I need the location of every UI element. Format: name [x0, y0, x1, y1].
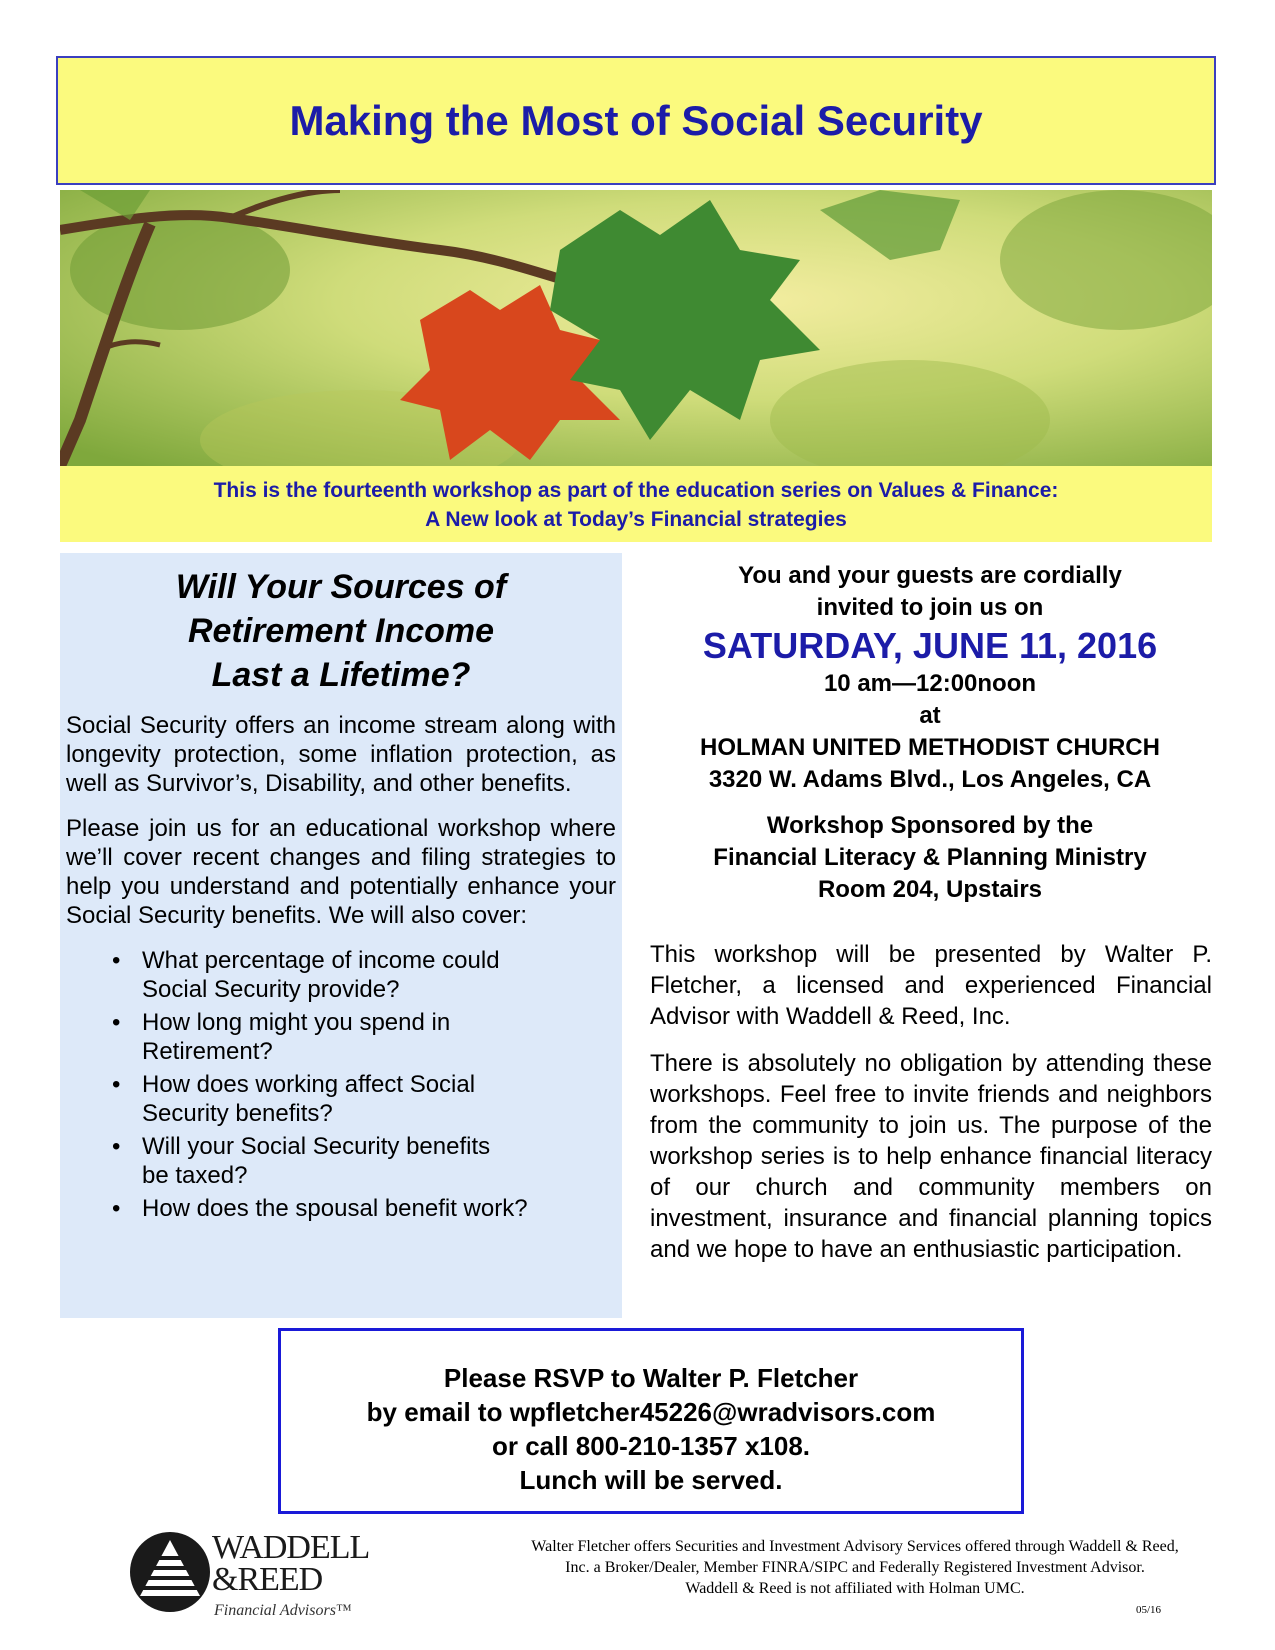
hero-image-leaves — [60, 190, 1212, 466]
rsvp-box — [278, 1328, 1024, 1514]
purpose-paragraph: There is absolutely no obligation by attending these workshops. Feel free to invite friends and neighbors from the community to join us. The purpose of the workshop series is to help enhance financial literacy of our church and community members on investment, insurance and financial planning topics and we hope to have an enthusiastic participation. — [650, 1050, 1212, 1263]
disclaimer-line-2: Inc. a Broker/Dealer, Member FINRA/SIPC and Federally Registered Investment Advisor. — [565, 1559, 1145, 1576]
title-banner — [56, 56, 1216, 185]
rsvp-line-3: or call 800-210-1357 x108. — [491, 1431, 811, 1461]
list-item: • How does the spousal benefit work? — [142, 1194, 582, 1223]
invite-line-1: You and your guests are cordially — [738, 562, 1122, 589]
list-item: • How does working affect Social Security benefits? — [142, 1070, 512, 1128]
rsvp-line-1: Please RSVP to Walter P. Fletcher — [443, 1363, 859, 1393]
rsvp-line-2: by email to wpfletcher45226@wradvisors.com — [366, 1397, 936, 1427]
pyramid-icon — [128, 1530, 212, 1614]
event-room: Room 204, Upstairs — [817, 876, 1043, 903]
series-line-1: This is the fourteenth workshop as part of the education series on Values & Finance: — [213, 479, 1059, 502]
panel-paragraph-1: Social Security offers an income stream along with longevity protection, some inflation protection, as well as Survivor’s, Disability, and other benefits. — [66, 712, 616, 797]
invitation-block — [636, 560, 1224, 906]
disclaimer-line-1: Walter Fletcher offers Securities and Investment Advisory Services offered through Waddell & Reed, — [531, 1538, 1179, 1555]
disclaimer-line-3: Waddell & Reed is not affiliated with Holman UMC. — [685, 1580, 1025, 1597]
event-at: at — [919, 702, 941, 729]
rsvp-line-4: Lunch will be served. — [519, 1465, 783, 1495]
event-date: SATURDAY, JUNE 11, 2016 — [702, 625, 1158, 666]
topics-list — [66, 946, 616, 1223]
panel-heading-line-1: Will Your Sources of — [175, 568, 507, 606]
sponsor-line-2: Financial Literacy & Planning Ministry — [713, 844, 1147, 871]
panel-paragraph-2: Please join us for an educational workshop where we’ll cover recent changes and filing strategies to help you understand and potentially enhance your Social Security benefits. We will also cover: — [66, 815, 616, 929]
event-time: 10 am—12:00noon — [823, 670, 1037, 697]
logo-name — [212, 1529, 370, 1598]
panel-heading — [66, 565, 616, 697]
page-title: Making the Most of Social Security — [289, 96, 983, 144]
event-address: 3320 W. Adams Blvd., Los Angeles, CA — [708, 766, 1152, 793]
list-item: • What percentage of income could Social Security provide? — [142, 946, 532, 1004]
panel-heading-line-2: Retirement Income — [187, 612, 495, 650]
panel-heading-line-3: Last a Lifetime? — [211, 656, 471, 694]
disclaimer — [460, 1536, 1250, 1599]
series-line-2: A New look at Today’s Financial strategies — [425, 508, 847, 531]
maple-leaves-illustration — [60, 190, 1212, 466]
workshop-description — [650, 939, 1212, 1281]
retirement-income-panel — [60, 553, 622, 1318]
logo-name-line-2: &REED — [212, 1561, 323, 1598]
waddell-reed-logo — [128, 1530, 368, 1620]
invite-line-2: invited to join us on — [816, 594, 1044, 621]
presenter-paragraph: This workshop will be presented by Walter P. Fletcher, a licensed and experienced Financial Advisor with Waddell & Reed, Inc. — [650, 941, 1212, 1030]
document-code: 05/16 — [1136, 1604, 1162, 1616]
series-banner — [60, 466, 1212, 542]
list-item: • How long might you spend in Retirement? — [142, 1008, 482, 1066]
logo-name-line-1: WADDELL — [212, 1529, 370, 1566]
event-venue: HOLMAN UNITED METHODIST CHURCH — [700, 734, 1160, 761]
logo-subtitle: Financial Advisors™ — [214, 1602, 352, 1619]
sponsor-line-1: Workshop Sponsored by the — [766, 812, 1094, 839]
list-item: • Will your Social Security benefits be taxed? — [142, 1132, 522, 1190]
